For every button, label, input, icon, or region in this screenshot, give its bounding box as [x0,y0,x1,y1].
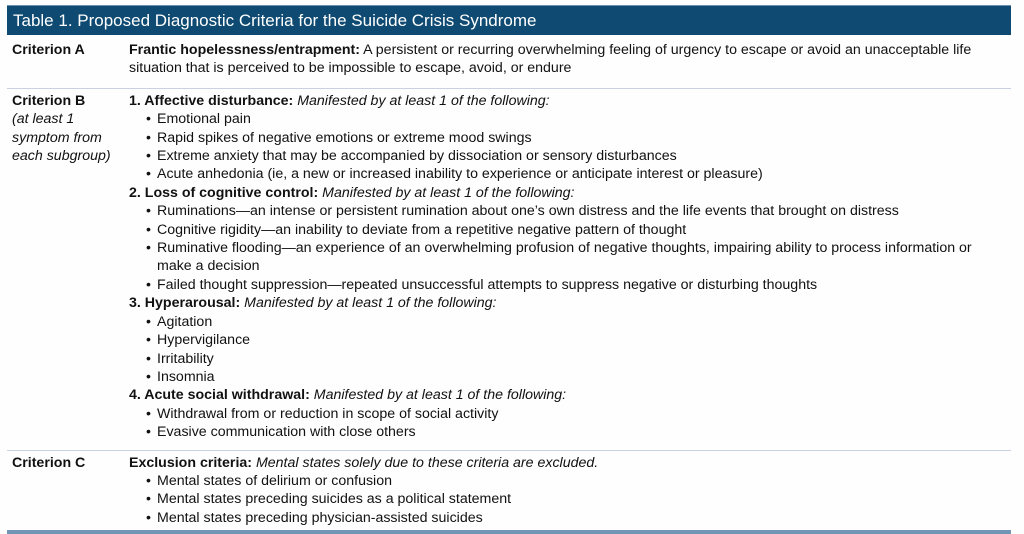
table-bottom-rule [7,530,1011,534]
subgroup-heading: 4. Acute social withdrawal: Manifested by at least 1 of the following: [129,387,567,404]
bullet-icon: • [146,129,151,146]
list-item: • Cognitive rigidity—an inability to deviate from a repetitive negative pattern of thought [146,221,687,238]
subgroup-heading: 1. Affective disturbance: Manifested by at least 1 of the following: [129,92,550,109]
criterion-a-label: Criterion A [12,42,85,58]
bullet-icon: • [146,313,151,330]
criterion-a-text: Frantic hopelessness/entrapment: A persistent or recurring overwhelming feeling of urgency to escape or avoid an unacceptable life situation that is perceived to be impossible to escape, avoid, or endure [129,42,972,77]
list-item: • Failed thought suppression—repeated unsuccessful attempts to suppress negative or disturbing thoughts [146,276,818,293]
criterion-b-groups [129,92,1011,442]
bullet-icon: • [146,332,151,349]
bullet-icon: • [146,276,151,293]
bullet-icon: • [146,240,151,257]
bullet-icon: • [146,509,151,526]
list-item: • Mental states of delirium or confusion [146,472,392,489]
list-item: • Ruminative flooding—an experience of an overwhelming profusion of negative thoughts, impairing ability to process information or make a decision [146,240,972,275]
list-item: • Emotional pain [146,111,251,128]
bullet-icon: • [146,350,151,367]
criterion-b-row [7,89,1011,450]
criterion-c-row [7,451,1011,531]
criterion-b-label: Criterion B [12,92,86,109]
bullet-icon: • [146,491,151,508]
list-item: • Withdrawal from or reduction in scope of social activity [146,405,499,422]
list-item: • Agitation [146,313,213,330]
subgroup-heading: 3. Hyperarousal: Manifested by at least 1 of the following: [129,295,497,312]
subgroup-heading: 2. Loss of cognitive control: Manifested by at least 1 of the following: [129,184,575,201]
bullet-icon: • [146,221,151,238]
criterion-c-heading: Exclusion criteria: Mental states solely due to these criteria are excluded. [129,454,599,471]
bullet-icon: • [146,405,151,422]
list-item: • Rapid spikes of negative emotions or extreme mood swings [146,129,532,146]
bullet-icon: • [146,148,151,165]
list-item: • Evasive communication with close others [146,424,416,441]
bullet-icon: • [146,472,151,489]
list-item: • Ruminations—an intense or persistent rumination about one’s own distress and the life events that brought on distress [146,203,899,220]
bullet-icon: • [146,424,151,441]
list-item: • Irritability [146,350,214,367]
list-item: • Insomnia [146,368,215,385]
bullet-icon: • [146,166,151,183]
list-item: • Extreme anxiety that may be accompanied by dissociation or sensory disturbances [146,148,677,165]
list-item: • Acute anhedonia (ie, a new or increased inability to experience or anticipate interest or pleasure) [146,166,763,183]
bullet-icon: • [146,203,151,220]
list-item: • Hypervigilance [146,332,251,349]
criterion-a-row [7,35,1011,88]
list-item: • Mental states preceding physician-assisted suicides [146,509,483,526]
criterion-b-note: (at least 1 symptom from each subgroup) [12,111,111,165]
list-item: • Mental states preceding suicides as a political statement [146,491,512,508]
table-title: Table 1. Proposed Diagnostic Criteria for the Suicide Crisis Syndrome [7,5,1011,35]
bullet-icon: • [146,111,151,128]
criteria-table [7,5,1011,534]
criterion-c-label: Criterion C [12,454,86,471]
bullet-icon: • [146,368,151,385]
